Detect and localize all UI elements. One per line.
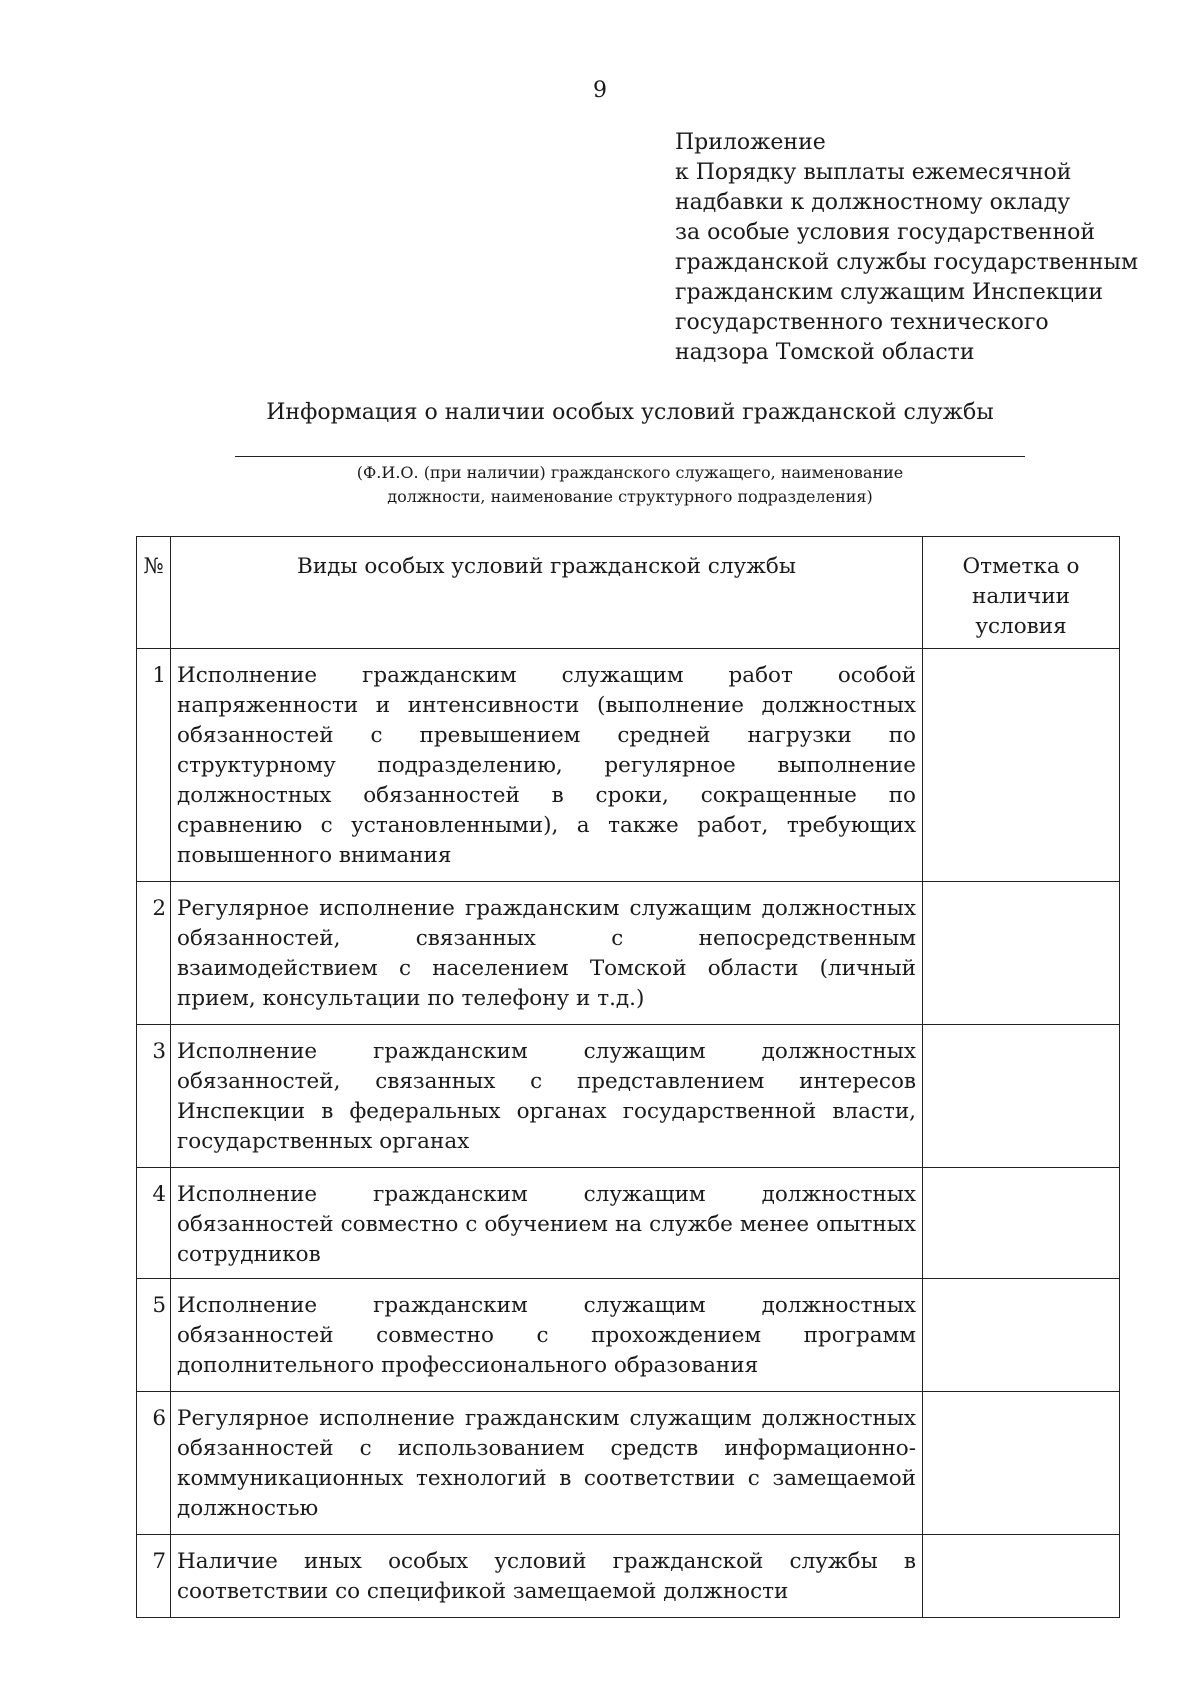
row-mark-cell[interactable] <box>923 1279 1120 1392</box>
table-row <box>137 1392 1120 1535</box>
appendix-line: за особые условия государственной <box>675 220 1096 245</box>
appendix-line: государственного технического <box>675 310 1049 335</box>
row-number: 5 <box>137 1279 171 1392</box>
row-condition-text: Наличие иных особых условий гражданской службы в соответствии со спецификой замещаемой должности <box>171 1535 923 1618</box>
row-mark-cell[interactable] <box>923 649 1120 882</box>
header-number: № <box>137 537 171 649</box>
row-condition-text: Исполнение гражданским служащим должностных обязанностей совместно с прохождением программ дополнительного профессионального образования <box>171 1279 923 1392</box>
fill-caption-line: (Ф.И.О. (при наличии) гражданского служащего, наименование <box>356 463 904 482</box>
row-number: 6 <box>137 1392 171 1535</box>
appendix-line: надзора Томской области <box>675 340 975 365</box>
row-condition-text: Регулярное исполнение гражданским служащим должностных обязанностей, связанных с непосредственным взаимодействием с населением Томской области (личный прием, консультации по телефону и т.д.) <box>171 882 923 1025</box>
row-condition-text: Исполнение гражданским служащим должностных обязанностей, связанных с представлением интересов Инспекции в федеральных органах государственной власти, государственных органах <box>171 1025 923 1168</box>
row-condition-text: Регулярное исполнение гражданским служащим должностных обязанностей с использованием средств информационно-коммуникационных технологий в соответствии с замещаемой должностью <box>171 1392 923 1535</box>
page-number: 9 <box>593 78 607 103</box>
row-number: 2 <box>137 882 171 1025</box>
appendix-heading <box>675 128 1195 368</box>
header-condition-type: Виды особых условий гражданской службы <box>171 537 923 649</box>
table-header-row <box>137 537 1120 649</box>
table-row <box>137 1279 1120 1392</box>
table-row <box>137 882 1120 1025</box>
row-mark-cell[interactable] <box>923 1392 1120 1535</box>
table-row <box>137 649 1120 882</box>
document-title: Информация о наличии особых условий гражданской службы <box>266 400 994 425</box>
fill-line-caption <box>235 461 1025 509</box>
appendix-line: к Порядку выплаты ежемесячной <box>675 160 1072 185</box>
row-number: 7 <box>137 1535 171 1618</box>
appendix-line: надбавки к должностному окладу <box>675 190 1071 215</box>
table-row <box>137 1025 1120 1168</box>
table-row <box>137 1535 1120 1618</box>
row-number: 1 <box>137 649 171 882</box>
fill-caption-line: должности, наименование структурного подразделения) <box>387 487 873 506</box>
appendix-line: гражданским служащим Инспекции <box>675 280 1104 305</box>
row-mark-cell[interactable] <box>923 1535 1120 1618</box>
header-mark: Отметка о наличии условия <box>923 537 1120 649</box>
row-condition-text: Исполнение гражданским служащим работ особой напряженности и интенсивности (выполнение должностных обязанностей с превышением средней нагрузки по структурному подразделению, регулярное выполнение должностных обязанностей в сроки, сокращенные по сравнению с установленными), а также работ, требующих повышенного внимания <box>171 649 923 882</box>
name-fill-line <box>235 456 1025 457</box>
row-mark-cell[interactable] <box>923 1025 1120 1168</box>
row-mark-cell[interactable] <box>923 1168 1120 1279</box>
row-number: 3 <box>137 1025 171 1168</box>
table-row <box>137 1168 1120 1279</box>
row-mark-cell[interactable] <box>923 882 1120 1025</box>
appendix-line: Приложение <box>675 130 826 155</box>
appendix-line: гражданской службы государственным <box>675 250 1139 275</box>
row-condition-text: Исполнение гражданским служащим должностных обязанностей совместно с обучением на службе менее опытных сотрудников <box>171 1168 923 1279</box>
row-number: 4 <box>137 1168 171 1279</box>
conditions-table <box>136 536 1120 1618</box>
